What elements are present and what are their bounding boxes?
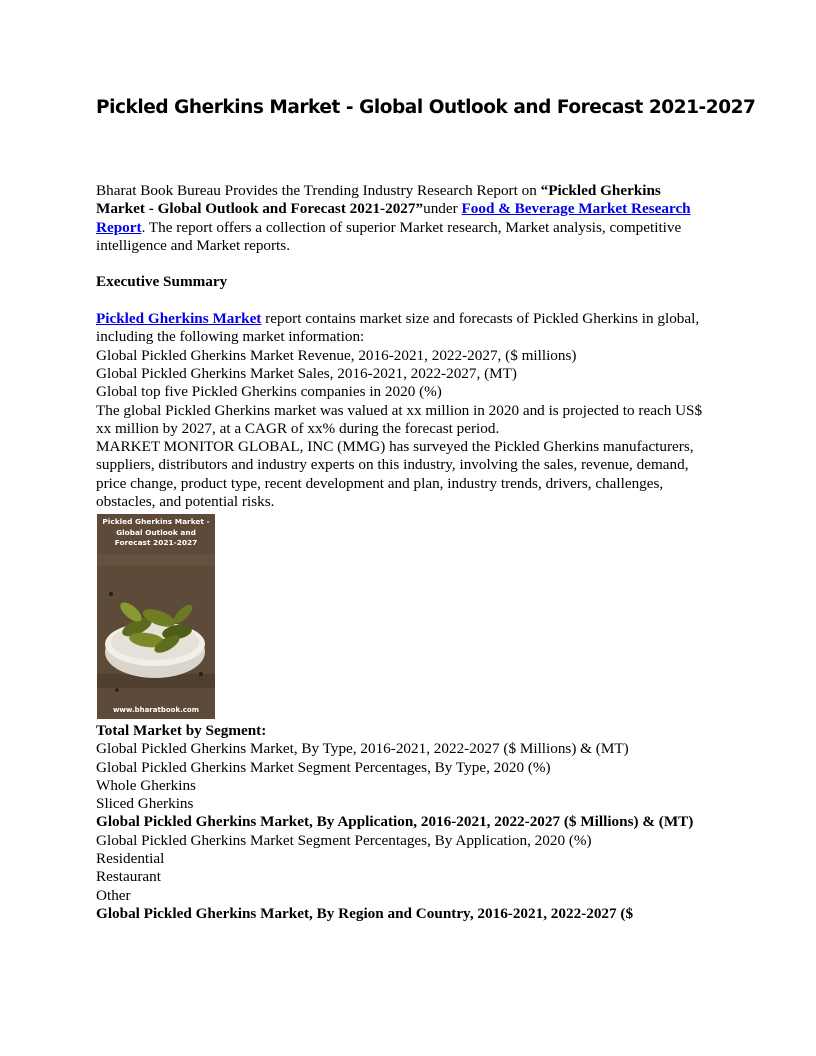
intro-section xyxy=(96,182,708,511)
segment-line: Global Pickled Gherkins Market, By Type, 2016-2021, 2022-2027 ($ Millions) & (MT) xyxy=(96,740,629,758)
page-title: Pickled Gherkins Market - Global Outlook and Forecast 2021-2027 xyxy=(96,97,756,118)
segment-line: Global Pickled Gherkins Market Segment Percentages, By Application, 2020 (%) xyxy=(96,831,592,849)
pickled-gherkins-market-link[interactable]: Pickled Gherkins Market xyxy=(96,310,262,328)
intro-tail: . The report offers a collection of superior Market research, Market analysis, competitive intelligence and Market reports. xyxy=(96,218,682,254)
report-cover-image xyxy=(97,514,215,719)
segment-line: Whole Gherkins xyxy=(96,776,196,794)
segment-subheading: Global Pickled Gherkins Market, By Region and Country, 2016-2021, 2022-2027 ($ xyxy=(96,904,634,922)
summary-line: Global top five Pickled Gherkins companies in 2020 (%) xyxy=(96,383,442,401)
summary-line: The global Pickled Gherkins market was valued at xx million in 2020 and is projected to reach US$ xx million by 2027, at a CAGR of xx% during the forecast period. xyxy=(96,401,703,437)
segment-line: Residential xyxy=(96,850,165,868)
cover-title: Pickled Gherkins Market - Global Outlook and Forecast 2021-2027 xyxy=(102,517,210,547)
intro-under: under xyxy=(423,200,462,218)
intro-report-title: “Pickled Gherkins Market - Global Outlook and Forecast 2021-2027” xyxy=(96,182,661,218)
segment-line: Sliced Gherkins xyxy=(96,795,194,813)
segment-line: Restaurant xyxy=(96,868,161,886)
segment-section xyxy=(96,722,708,923)
intro-paragraph xyxy=(96,182,708,255)
summary-line: MARKET MONITOR GLOBAL, INC (MMG) has surveyed the Pickled Gherkins manufacturers, suppliers, distributors and industry experts on this industry, involving the sales, revenue, demand, price change, product type, recent development and plan, industry trends, drivers, challenges, obstacles, and potential risks. xyxy=(96,438,694,511)
segment-line: Global Pickled Gherkins Market Segment Percentages, By Type, 2020 (%) xyxy=(96,758,551,776)
summary-text: report contains market size and forecasts of Pickled Gherkins in global, including the following market information: xyxy=(96,310,700,346)
summary-line: Global Pickled Gherkins Market Revenue, 2016-2021, 2022-2027, ($ millions) xyxy=(96,346,577,364)
cover-website: www.bharatbook.com xyxy=(112,706,200,714)
summary-line: Global Pickled Gherkins Market Sales, 2016-2021, 2022-2027, (MT) xyxy=(96,364,517,382)
segment-heading: Total Market by Segment: xyxy=(96,722,267,739)
intro-text: Bharat Book Bureau Provides the Trending Industry Research Report on xyxy=(96,182,541,199)
executive-summary-heading: Executive Summary xyxy=(96,273,228,291)
summary-paragraph xyxy=(96,310,708,347)
segment-subheading: Global Pickled Gherkins Market, By Application, 2016-2021, 2022-2027 ($ Millions) & (MT) xyxy=(96,813,694,831)
food-beverage-report-link[interactable]: Food & Beverage Market Research Report xyxy=(96,200,691,236)
segment-line: Other xyxy=(96,886,131,904)
